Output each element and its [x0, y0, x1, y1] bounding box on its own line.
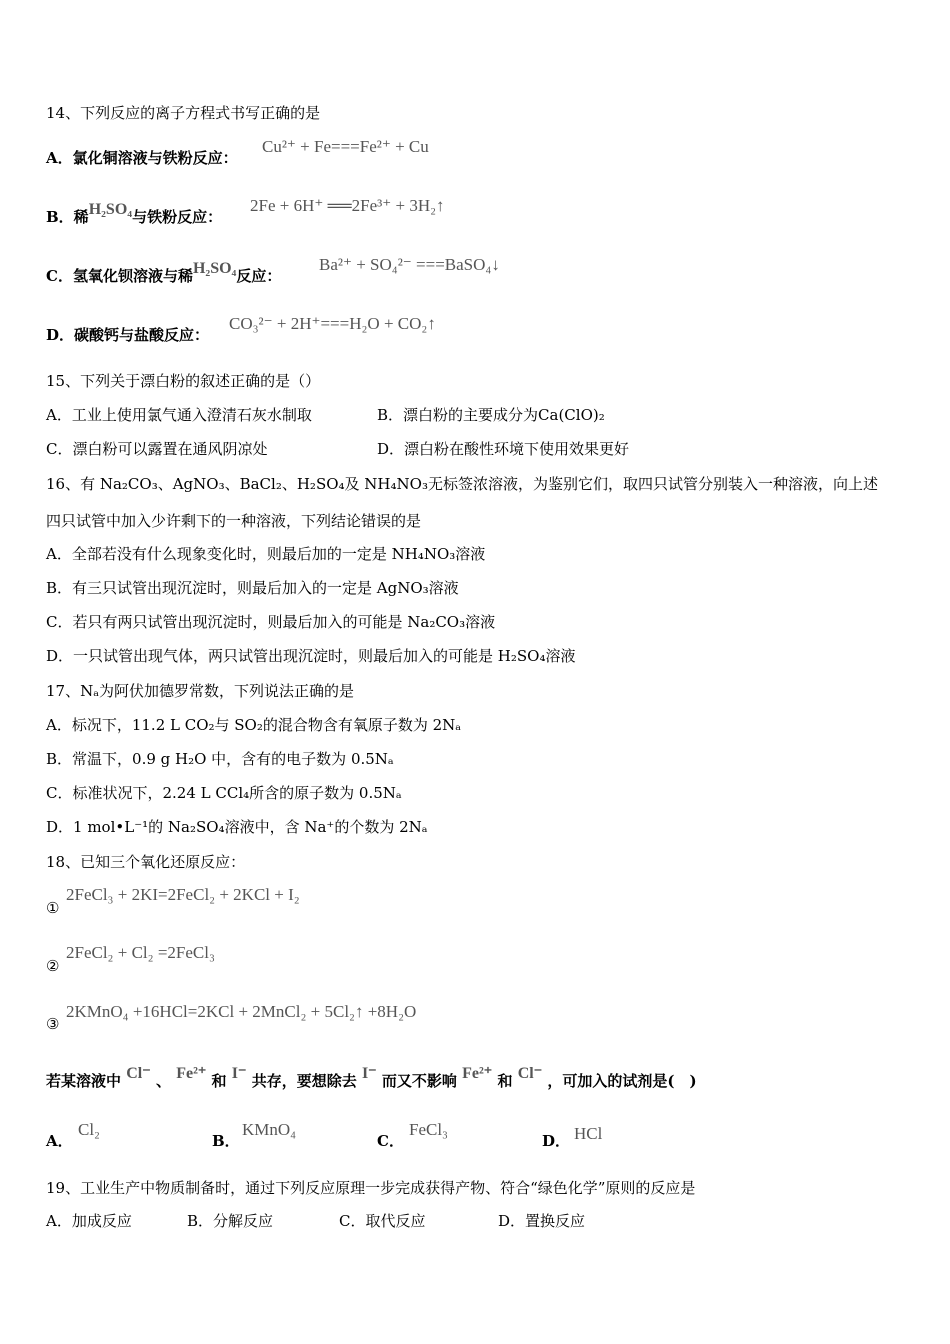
- q18-q-text-4: 共存，要想除去: [251, 1072, 357, 1090]
- q18-option-a-label: A．: [46, 1132, 73, 1150]
- q16-option-a: A．全部若没有什么现象变化时，则最后加的一定是 NH₄NO₃溶液: [46, 545, 486, 563]
- q17-option-b: B．常温下，0.9 g H₂O 中，含有的电子数为 0.5Nₐ: [46, 750, 394, 768]
- q18-reaction-3-mark: ③: [46, 1015, 60, 1033]
- q14-c-pre: C．氢氧化钡溶液与稀: [46, 267, 193, 285]
- q18-q-text-5: 而又不影响: [381, 1072, 457, 1090]
- q18-q-species-i: I⁻: [231, 1065, 247, 1082]
- q18-q-text-6: 和: [497, 1072, 513, 1090]
- q15-option-b: B．漂白粉的主要成分为Ca(ClO)₂: [377, 406, 605, 424]
- q15-option-c: C．漂白粉可以露置在通风阴凉处: [46, 440, 268, 458]
- q17-stem: 17、Nₐ为阿伏加德罗常数，下列说法正确的是: [46, 682, 354, 700]
- q18-q-species-cl: Cl⁻: [126, 1065, 151, 1082]
- q18-reaction-2: 2FeCl₂ + Cl₂ =2FeCl₃: [66, 943, 215, 962]
- q19-option-c: C．取代反应: [339, 1212, 426, 1230]
- q14-option-c-equation: Ba²⁺ + SO₄²⁻ ===BaSO₄↓: [319, 255, 500, 274]
- q19-stem: 19、工业生产中物质制备时，通过下列反应原理一步完成获得产物、符合“绿色化学”原则的反应是: [46, 1179, 696, 1197]
- q14-option-a-equation: Cu²⁺ + Fe===Fe²⁺ + Cu: [262, 137, 429, 156]
- q18-option-d-equation: HCl: [574, 1124, 603, 1143]
- q18-q-species-cl-2: Cl⁻: [517, 1065, 543, 1082]
- q18-reaction-1-mark: ①: [46, 899, 60, 917]
- q14-option-a-label: A．氯化铜溶液与铁粉反应：: [46, 149, 238, 167]
- q18-option-b-label: B．: [212, 1132, 240, 1150]
- q16-option-b: B．有三只试管出现沉淀时，则最后加入的一定是 AgNO₃溶液: [46, 579, 459, 597]
- q18-option-c-label: C．: [377, 1132, 404, 1150]
- q17-option-a: A．标况下，11.2 L CO₂与 SO₂的混合物含有氧原子数为 2Nₐ: [46, 716, 462, 734]
- q14-b-acid: H₂SO₄: [88, 201, 133, 218]
- q18-q-text-3: 和: [211, 1072, 227, 1090]
- q18-q-text-2: 、: [155, 1072, 171, 1090]
- q18-option-c-equation: FeCl₃: [409, 1120, 448, 1139]
- q14-b-pre: B．稀: [46, 208, 89, 226]
- q18-reaction-1: 2FeCl₃ + 2KI=2FeCl₂ + 2KCl + I₂: [66, 885, 300, 904]
- q17-option-d: D．1 mol•L⁻¹的 Na₂SO₄溶液中，含 Na⁺的个数为 2Nₐ: [46, 818, 428, 836]
- q18-option-d-label: D．: [542, 1132, 571, 1150]
- q14-stem: 14、下列反应的离子方程式书写正确的是: [46, 104, 321, 122]
- q15-option-a: A．工业上使用氯气通入澄清石灰水制取: [46, 406, 312, 424]
- q16-stem-line1: 16、有 Na₂CO₃、AgNO₃、BaCl₂、H₂SO₄及 NH₄NO₃无标签浓溶液，为鉴别它们，取四只试管分别装入一种溶液，向上述: [46, 475, 878, 493]
- q18-reaction-2-mark: ②: [46, 957, 60, 975]
- q19-option-a: A．加成反应: [46, 1212, 132, 1230]
- q15-option-d: D．漂白粉在酸性环境下使用效果更好: [377, 440, 630, 458]
- q18-option-a-equation: Cl₂: [78, 1120, 100, 1139]
- q14-option-d-equation: CO₃²⁻ + 2H⁺===H₂O + CO₂↑: [229, 314, 436, 333]
- q19-option-b: B．分解反应: [187, 1212, 274, 1230]
- q18-question: [46, 1065, 697, 1092]
- q14-c-post: 反应：: [236, 267, 282, 285]
- q14-c-acid: H₂SO₄: [192, 260, 237, 277]
- q14-b-post: 与铁粉反应：: [132, 208, 223, 226]
- q19-option-d: D．置换反应: [498, 1212, 586, 1230]
- q14-option-b-equation: 2Fe + 6H⁺ ══2Fe³⁺ + 3H₂↑: [250, 196, 445, 215]
- q18-q-species-i-2: I⁻: [361, 1065, 377, 1082]
- q18-q-species-fe: Fe²⁺: [176, 1065, 207, 1082]
- q15-stem: 15、下列关于漂白粉的叙述正确的是（）: [46, 372, 321, 390]
- q18-reaction-3: 2KMnO₄ +16HCl=2KCl + 2MnCl₂ + 5Cl₂↑ +8H₂O: [66, 1002, 417, 1021]
- q16-option-c: C．若只有两只试管出现沉淀时，则最后加入的可能是 Na₂CO₃溶液: [46, 613, 496, 631]
- q16-stem-line2: 四只试管中加入少许剩下的一种溶液，下列结论错误的是: [46, 512, 422, 530]
- q18-q-text-7: ，可加入的试剂是( ): [547, 1072, 697, 1090]
- q14-option-d-label: D．碳酸钙与盐酸反应：: [46, 326, 210, 344]
- q14-option-b-label: [46, 201, 223, 228]
- q18-option-b-equation: KMnO₄: [242, 1120, 297, 1139]
- q14-option-c-label: [46, 260, 282, 287]
- q18-q-species-fe-2: Fe²⁺: [462, 1065, 493, 1082]
- q16-option-d: D．一只试管出现气体，两只试管出现沉淀时，则最后加入的可能是 H₂SO₄溶液: [46, 647, 576, 665]
- q17-option-c: C．标准状况下，2.24 L CCl₄所含的原子数为 0.5Nₐ: [46, 784, 402, 802]
- q18-q-text-1: 若某溶液中: [46, 1072, 122, 1090]
- q18-stem: 18、已知三个氧化还原反应：: [46, 853, 246, 871]
